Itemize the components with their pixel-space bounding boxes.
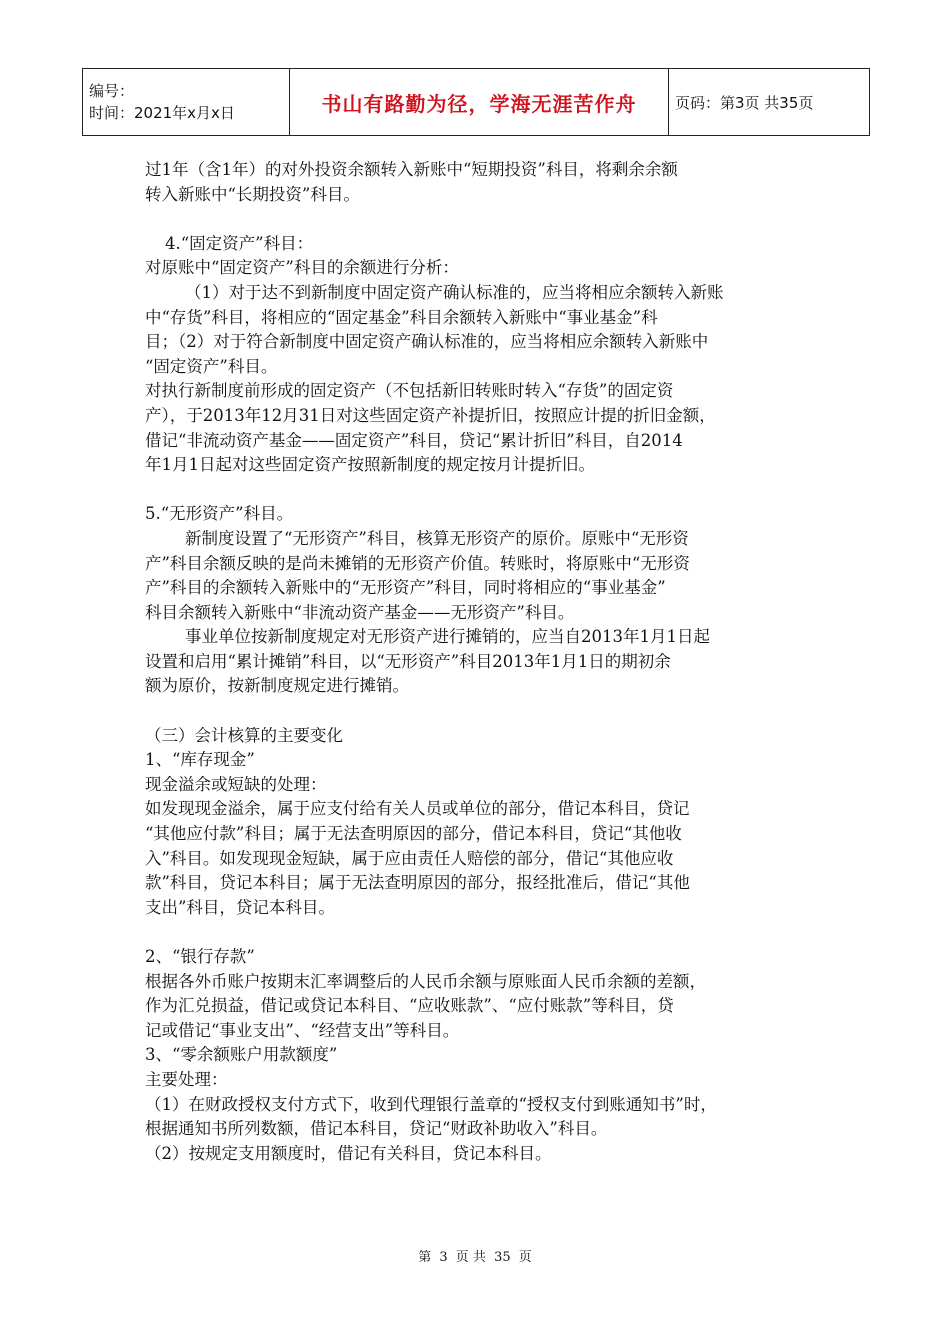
header-page-label: 页码：第3页 共35页 [675, 93, 814, 112]
body-line: 5.“无形资产”科目。 [145, 504, 294, 524]
body-line: 科目余额转入新账中“非流动资产基金——无形资产”科目。 [145, 602, 575, 622]
body-line: （2）按规定支用额度时，借记有关科目，贷记本科目。 [145, 1143, 552, 1163]
page-footer [0, 1246, 950, 1265]
body-line [145, 920, 815, 945]
body-line: 根据通知书所列数额，借记本科目，贷记“财政补助收入”科目。 [145, 1119, 608, 1139]
body-line [145, 207, 815, 232]
body-line: 过1年（含1年）的对外投资余额转入新账中“短期投资”科目，将剩余余额 [145, 160, 678, 179]
header-meta-cell [83, 69, 290, 136]
header-motto: 书山有路勤为径，学海无涯苦作舟 [321, 91, 637, 116]
body-line [145, 699, 815, 724]
body-line: 年1月1日起对这些固定资产按照新制度的规定按月计提折旧。 [145, 455, 595, 475]
body-line: 对原账中“固定资产”科目的余额进行分析： [145, 258, 459, 278]
body-line: 中“存货”科目，将相应的“固定基金”科目余额转入新账中“事业基金”科 [145, 307, 658, 327]
header-motto-cell [290, 69, 669, 136]
body-line: 如发现现金溢余，属于应支付给有关人员或单位的部分，借记本科目，贷记 [145, 799, 690, 819]
body-line: 产”科目余额反映的是尚未摊销的无形资产价值。转账时，将原账中“无形资 [145, 553, 690, 573]
body-line: （三）会计核算的主要变化 [145, 725, 343, 745]
body-line: （1）在财政授权支付方式下，收到代理银行盖章的“授权支付到账通知书”时， [145, 1094, 717, 1114]
body-line: 产”科目的余额转入新账中的“无形资产”科目，同时将相应的“事业基金” [145, 578, 666, 598]
body-line: 新制度设置了“无形资产”科目，核算无形资产的原价。原账中“无形资 [185, 528, 689, 548]
page-header [82, 68, 870, 136]
body-line: 主要处理： [145, 1069, 228, 1089]
body-line: 3、“零余额账户用款额度” [145, 1045, 338, 1065]
header-page-cell [669, 69, 870, 136]
body-line: 事业单位按新制度规定对无形资产进行摊销的，应当自2013年1月1日起 [185, 627, 710, 647]
footer-current-page: 3 [439, 1250, 448, 1265]
body-line [145, 478, 815, 503]
body-line: 借记“非流动资产基金——固定资产”科目，贷记“累计折旧”科目，自2014 [145, 430, 683, 450]
body-line: 根据各外币账户按期末汇率调整后的人民币余额与原账面人民币余额的差额， [145, 971, 706, 991]
footer-prefix: 第 [418, 1250, 432, 1265]
footer-mid: 页 共 [455, 1250, 486, 1265]
body-line: 产），于2013年12月31日对这些固定资产补提折旧，按照应计提的折旧金额， [145, 405, 716, 425]
body-line: 现金溢余或短缺的处理： [145, 774, 327, 794]
footer-suffix: 页 [518, 1250, 532, 1265]
body-line: （1）对于达不到新制度中固定资产确认标准的，应当将相应余额转入新账 [185, 282, 724, 302]
body-line: 款”科目，贷记本科目；属于无法查明原因的部分，报经批准后，借记“其他 [145, 873, 690, 893]
document-time-label: 时间：2021年x月x日 [89, 104, 235, 122]
body-line: “其他应付款”科目；属于无法查明原因的部分，借记本科目，贷记“其他收 [145, 824, 682, 844]
body-line: 4.“固定资产”科目： [165, 233, 314, 253]
body-line: 支出”科目，贷记本科目。 [145, 897, 335, 917]
body-line: “固定资产”科目。 [145, 356, 278, 376]
body-line: 目；（2）对于符合新制度中固定资产确认标准的，应当将相应余额转入新账中 [145, 332, 709, 352]
body-line: 记或借记“事业支出”、“经营支出”等科目。 [145, 1020, 460, 1040]
body-line: 额为原价，按新制度规定进行摊销。 [145, 676, 409, 696]
body-line: 1、“库存现金” [145, 750, 255, 770]
body-line: 转入新账中“长期投资”科目。 [145, 184, 360, 204]
body-line: 对执行新制度前形成的固定资产（不包括新旧转账时转入“存货”的固定资 [145, 381, 674, 401]
body-line: 2、“银行存款” [145, 947, 255, 966]
body-line: 作为汇兑损益，借记或贷记本科目、“应收账款”、“应付账款”等科目，贷 [145, 996, 674, 1016]
body-line: 设置和启用“累计摊销”科目，以“无形资产”科目2013年1月1日的期初余 [145, 651, 671, 671]
body-line: 入”科目。如发现现金短缺，属于应由责任人赔偿的部分，借记“其他应收 [145, 848, 674, 868]
document-number-label: 编号： [89, 82, 135, 100]
document-body [145, 158, 815, 1166]
footer-total-pages: 35 [494, 1250, 511, 1265]
